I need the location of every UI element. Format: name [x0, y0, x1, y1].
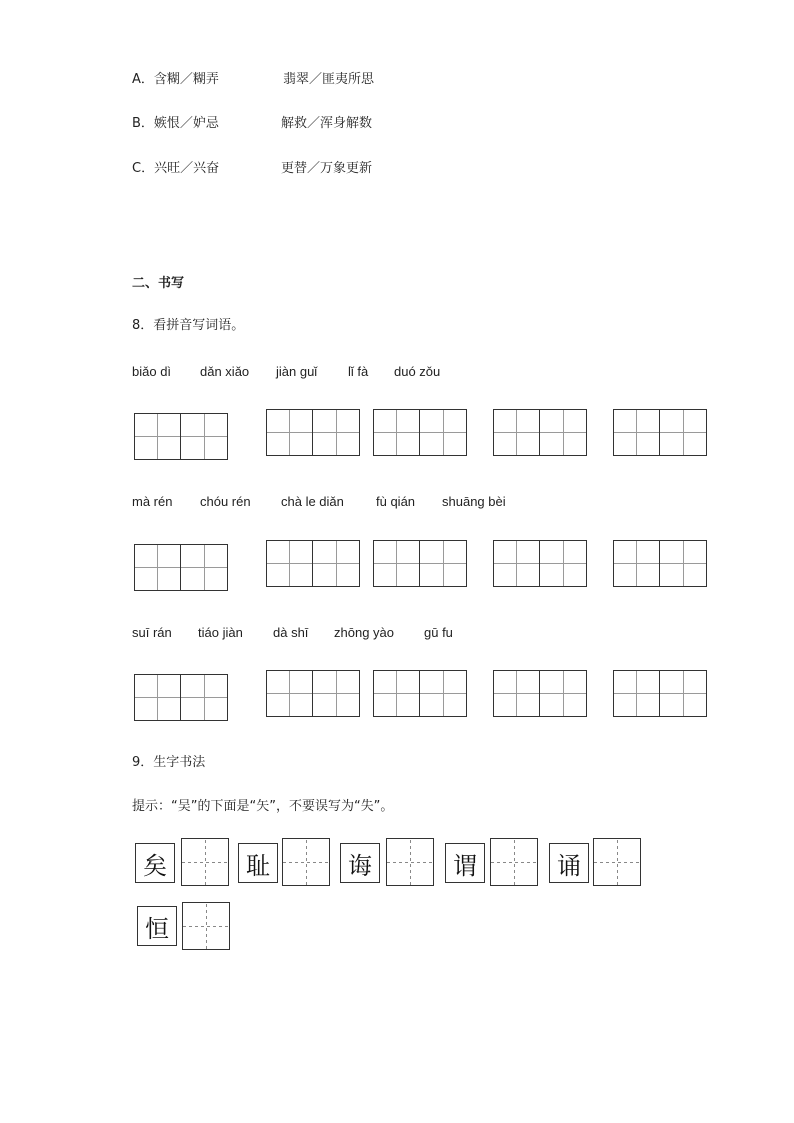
writing-box-r2-2[interactable] — [266, 540, 360, 587]
writing-box-r3-2[interactable] — [266, 670, 360, 717]
writing-box-r2-5[interactable] — [613, 540, 707, 587]
pinyin-r2-2: chóu rén — [200, 494, 251, 509]
practice-box[interactable] — [593, 838, 641, 886]
practice-box[interactable] — [181, 838, 229, 886]
pinyin-r1-3: jiàn guǐ — [276, 364, 318, 379]
option-b-pair: 解救／浑身解数 — [281, 116, 373, 131]
practice-box[interactable] — [282, 838, 330, 886]
section-title: 二、书写 — [132, 276, 185, 291]
pinyin-r2-4: fù qián — [376, 494, 416, 509]
writing-box-r3-5[interactable] — [613, 670, 707, 717]
writing-box-r3-3[interactable] — [373, 670, 467, 717]
model-character: 诲 — [340, 843, 380, 883]
question-9-hint: 提示：“吴”的下面是“矢”，不要误写为“失”。 — [132, 799, 394, 814]
pinyin-r2-5: shuāng bèi — [442, 494, 506, 509]
question-9-title: 9．生字书法 — [132, 755, 206, 770]
pinyin-r3-4: zhōng yào — [334, 625, 394, 640]
practice-box[interactable] — [182, 902, 230, 950]
writing-box-r3-4[interactable] — [493, 670, 587, 717]
pinyin-r1-1: biǎo dì — [132, 364, 172, 379]
pinyin-r1-5: duó zǒu — [394, 364, 441, 379]
pinyin-r2-1: mà rén — [132, 494, 173, 509]
practice-box[interactable] — [386, 838, 434, 886]
pinyin-r3-5: gū fu — [424, 625, 453, 640]
option-c-pair: 更替／万象更新 — [281, 161, 373, 176]
pinyin-r3-3: dà shī — [273, 625, 309, 640]
model-character: 诵 — [549, 843, 589, 883]
writing-box-r1-1[interactable] — [134, 413, 228, 460]
practice-box[interactable] — [490, 838, 538, 886]
writing-box-r2-1[interactable] — [134, 544, 228, 591]
model-character: 恒 — [137, 906, 177, 946]
pinyin-r1-4: lǐ fà — [348, 364, 369, 379]
writing-box-r1-2[interactable] — [266, 409, 360, 456]
writing-box-r2-3[interactable] — [373, 540, 467, 587]
pinyin-r3-2: tiáo jiàn — [198, 625, 243, 640]
pinyin-r3-1: suī rán — [132, 625, 172, 640]
option-b-label: B．嫉恨／妒忌 — [132, 116, 219, 131]
question-8-title: 8．看拼音写词语。 — [132, 318, 245, 333]
writing-box-r3-1[interactable] — [134, 674, 228, 721]
model-character: 耻 — [238, 843, 278, 883]
writing-box-r1-3[interactable] — [373, 409, 467, 456]
writing-box-r1-5[interactable] — [613, 409, 707, 456]
option-c-label: C．兴旺／兴奋 — [132, 161, 220, 176]
writing-box-r2-4[interactable] — [493, 540, 587, 587]
option-a-pair: 翡翠／匪夷所思 — [283, 72, 375, 87]
model-character: 谓 — [445, 843, 485, 883]
pinyin-r2-3: chà le diǎn — [281, 494, 344, 509]
model-character: 矣 — [135, 843, 175, 883]
pinyin-r1-2: dǎn xiǎo — [200, 364, 250, 379]
option-a-label: A．含糊／糊弄 — [132, 72, 219, 87]
writing-box-r1-4[interactable] — [493, 409, 587, 456]
